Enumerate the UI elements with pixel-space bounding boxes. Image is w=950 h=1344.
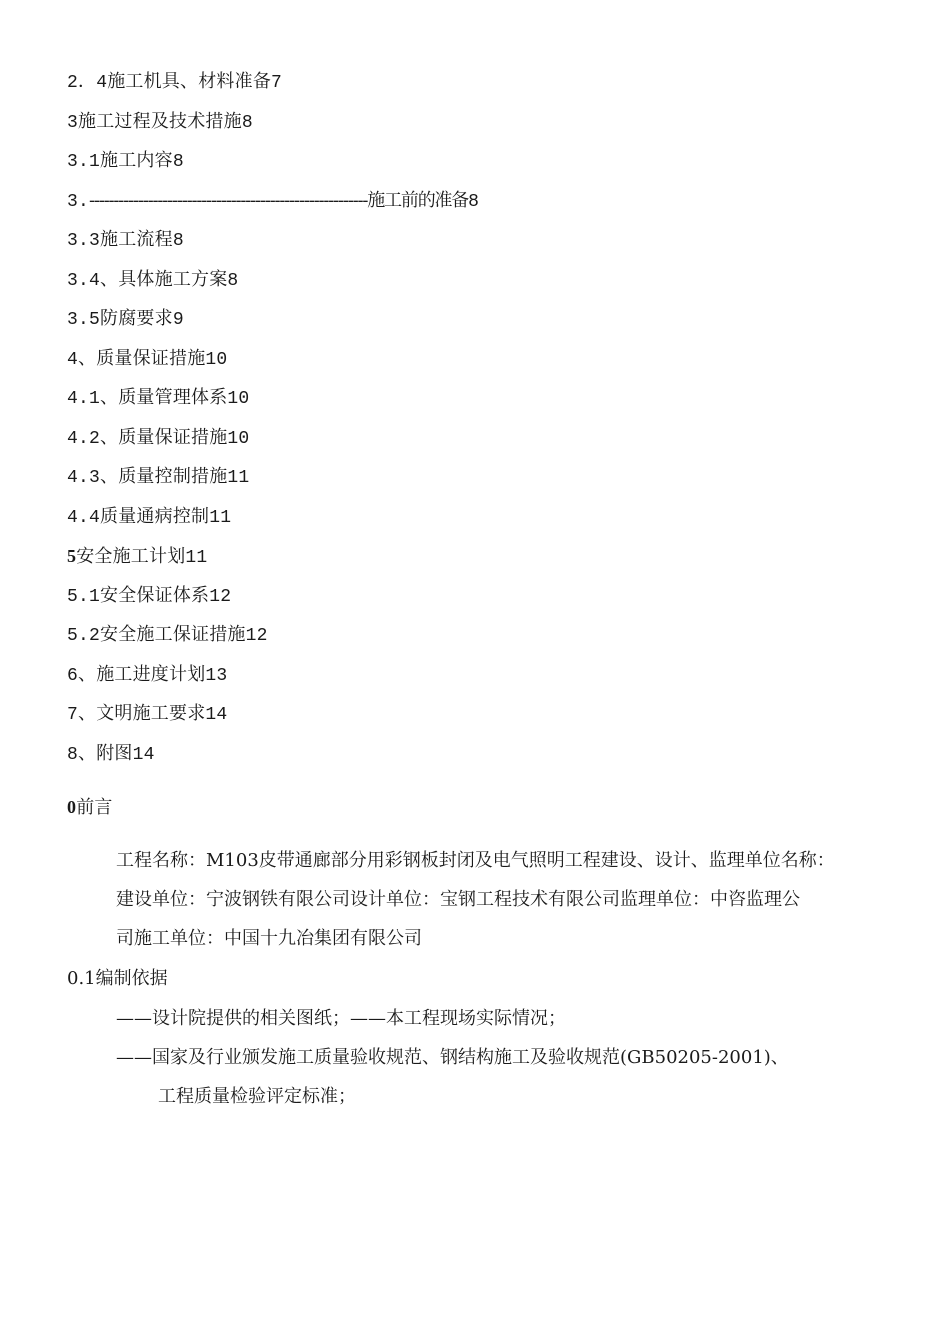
basis-heading: 0.1编制依据 xyxy=(67,968,168,989)
toc-title: 质量保证措施 xyxy=(118,427,228,448)
toc-entry[interactable] xyxy=(67,347,227,372)
toc-page: 8 xyxy=(227,271,239,291)
toc-number: 4.4 xyxy=(67,508,101,528)
toc-page: 8 xyxy=(172,152,184,172)
toc-entry[interactable] xyxy=(67,702,227,727)
toc-entry[interactable] xyxy=(67,149,184,174)
toc-page: 8 xyxy=(241,113,253,133)
toc-title: 附图 xyxy=(96,743,133,764)
project-contractor-line: 司施工单位：中国十九冶集团有限公司 xyxy=(116,928,422,949)
toc-title: 质量控制措施 xyxy=(118,466,228,487)
toc-page: 11 xyxy=(209,508,232,528)
toc-number: 3.3 xyxy=(67,231,101,251)
toc-number: 3 xyxy=(67,113,79,133)
toc-page: 13 xyxy=(205,666,228,686)
toc-page: 8 xyxy=(468,192,480,212)
toc-entry[interactable] xyxy=(67,70,282,95)
toc-title: 安全施工计划 xyxy=(76,546,186,567)
toc-entry[interactable] xyxy=(67,623,268,648)
toc-title: 施工流程 xyxy=(100,229,173,250)
toc-number: 3.4、 xyxy=(67,271,119,291)
toc-entry[interactable] xyxy=(67,386,249,411)
toc-number: 7、 xyxy=(67,705,97,725)
toc-number: 3. xyxy=(67,192,90,212)
toc-number: 5.1 xyxy=(67,587,101,607)
toc-entry[interactable] xyxy=(67,307,184,332)
toc-title: 质量管理体系 xyxy=(118,387,228,408)
toc-entry[interactable] xyxy=(67,189,479,214)
toc-page: 10 xyxy=(227,429,250,449)
toc-page: 7 xyxy=(271,73,283,93)
toc-number: 4、 xyxy=(67,350,97,370)
toc-title: ---------------------------------------------------------施工前的准备 xyxy=(89,190,469,211)
toc-page: 12 xyxy=(245,626,268,646)
preface-heading xyxy=(67,795,113,820)
toc-page: 14 xyxy=(205,705,228,725)
toc-title: 安全施工保证措施 xyxy=(100,624,246,645)
toc-number: 8、 xyxy=(67,745,97,765)
toc-number: 3.5 xyxy=(67,310,101,330)
toc-number: 6、 xyxy=(67,666,97,686)
toc-number: 4.3、 xyxy=(67,468,119,488)
toc-entry[interactable] xyxy=(67,584,231,609)
preface-number: 0 xyxy=(67,797,77,817)
toc-page: 11 xyxy=(227,468,250,488)
toc-title: 施工机具、材料准备 xyxy=(107,71,272,92)
toc-entry[interactable] xyxy=(67,663,227,688)
toc-title: 具体施工方案 xyxy=(118,269,228,290)
toc-title: 质量通病控制 xyxy=(100,506,210,527)
preface-title: 前言 xyxy=(76,797,113,818)
toc-page: 14 xyxy=(132,745,155,765)
toc-entry[interactable] xyxy=(67,742,155,767)
toc-number: 3.1 xyxy=(67,152,101,172)
toc-title: 防腐要求 xyxy=(100,308,173,329)
toc-page: 12 xyxy=(209,587,232,607)
toc-page: 10 xyxy=(227,389,250,409)
toc-number: 4.1、 xyxy=(67,389,119,409)
toc-number: 5.2 xyxy=(67,626,101,646)
toc-number: 4.2、 xyxy=(67,429,119,449)
toc-entry[interactable] xyxy=(67,228,184,253)
toc-entry[interactable] xyxy=(67,426,249,451)
toc-title: 安全保证体系 xyxy=(100,585,210,606)
toc-number: 2．4 xyxy=(67,73,108,93)
basis-item-continuation: 工程质量检验评定标准； xyxy=(158,1086,356,1107)
toc-page: 10 xyxy=(205,350,228,370)
toc-entry[interactable] xyxy=(67,505,231,530)
project-name-line: 工程名称：M103皮带通廊部分用彩钢板封闭及电气照明工程建设、设计、监理单位名称： xyxy=(116,850,835,871)
toc-title: 施工进度计划 xyxy=(96,664,206,685)
basis-item: ——国家及行业颁发施工质量验收规范、钢结构施工及验收规范(GB50205-2001)、 xyxy=(116,1047,789,1068)
toc-entry[interactable] xyxy=(67,268,238,293)
project-units-line: 建设单位：宁波钢铁有限公司设计单位：宝钢工程技术有限公司监理单位：中咨监理公 xyxy=(116,889,800,910)
toc-title: 质量保证措施 xyxy=(96,348,206,369)
toc-entry[interactable] xyxy=(67,110,253,135)
toc-entry[interactable] xyxy=(67,544,207,570)
basis-item: ——设计院提供的相关图纸；——本工程现场实际情况； xyxy=(116,1008,566,1029)
toc-entry[interactable] xyxy=(67,465,249,490)
toc-title: 施工过程及技术措施 xyxy=(78,111,242,132)
toc-page: 9 xyxy=(172,310,184,330)
toc-title: 文明施工要求 xyxy=(96,703,206,724)
toc-page: 11 xyxy=(185,548,208,568)
toc-number: 5 xyxy=(67,546,77,566)
toc-page: 8 xyxy=(172,231,184,251)
toc-title: 施工内容 xyxy=(100,150,173,171)
